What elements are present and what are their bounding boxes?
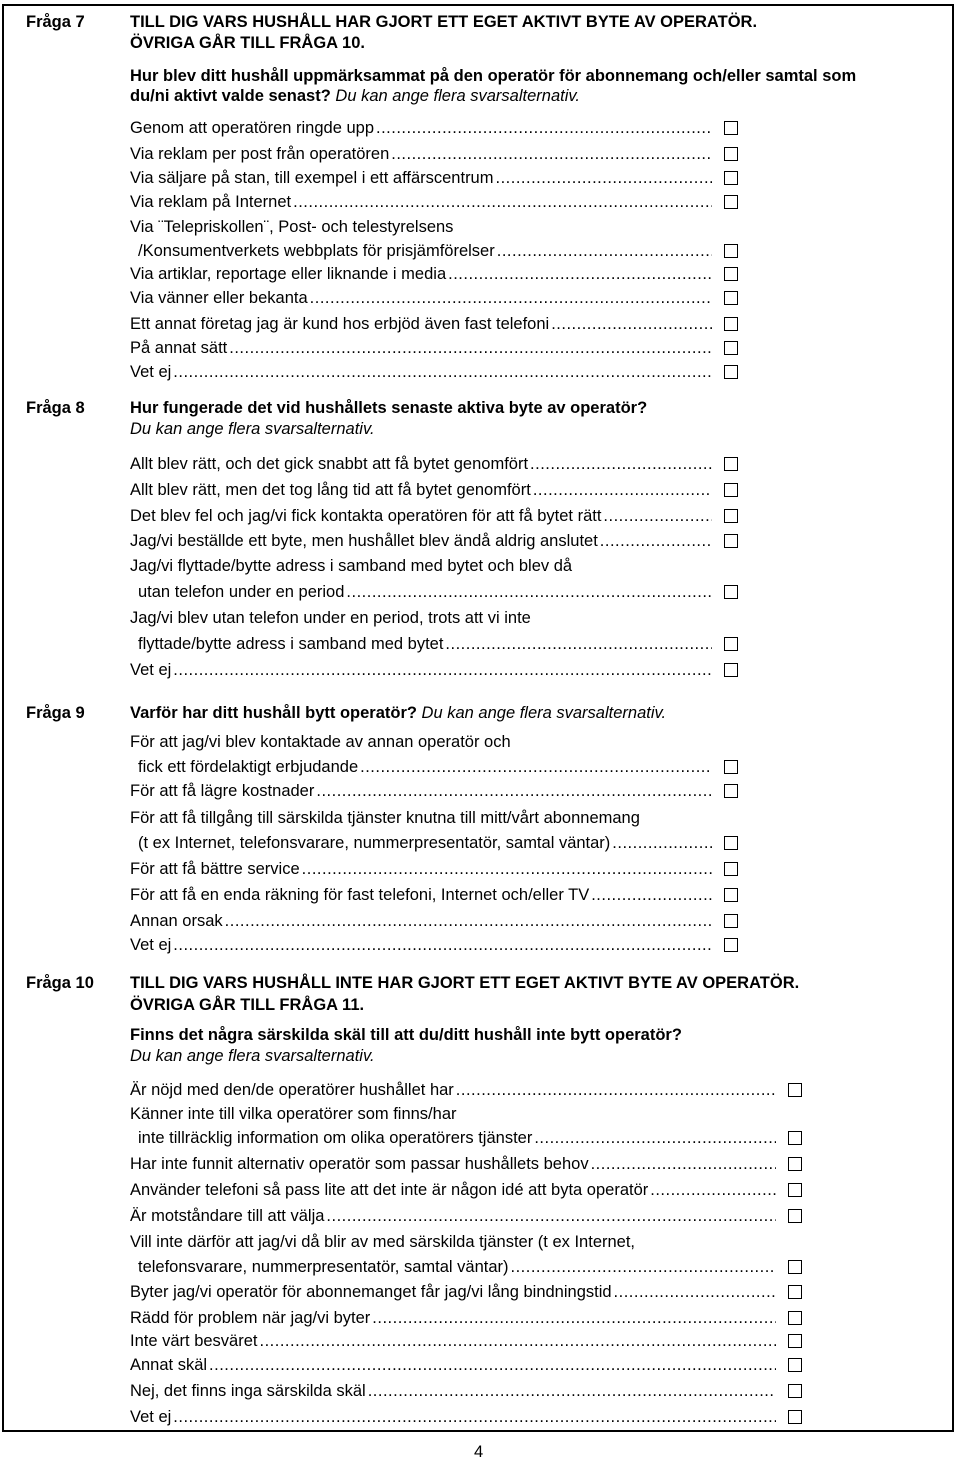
q7-option-6: Via artiklar, reportage eller liknande i media ..... [130, 263, 738, 285]
q10-option-2: inte tillräcklig information om olika operatörers tjänster ..... [138, 1127, 802, 1149]
q7-question-line-2: du/ni aktivt valde senast? Du kan ange flera svarsalternativ. [130, 87, 580, 105]
q7-header-line-2: ÖVRIGA GÅR TILL FRÅGA 10. [130, 34, 365, 52]
q10-option-7: Byter jag/vi operatör för abonnemanget får jag/vi lång bindningstid ..... [130, 1281, 802, 1303]
q9-option-5: För att få en enda räkning för fast telefoni, Internet och/eller TV ..... [130, 884, 738, 906]
q9-option-2: För att få lägre kostnader ..... [130, 780, 738, 802]
checkbox[interactable] [724, 291, 738, 305]
q10-option-5: Är motståndare till att välja ..... [130, 1205, 802, 1227]
q10-option-6-line-1: Vill inte därför att jag/vi då blir av med särskilda tjänster (t ex Internet, [130, 1233, 636, 1251]
checkbox[interactable] [724, 914, 738, 928]
q9-option-1: fick ett fördelaktigt erbjudande ..... [138, 756, 738, 778]
q7-header-line-1: TILL DIG VARS HUSHÅLL HAR GJORT ETT EGET AKTIVT BYTE AV OPERATÖR. [130, 13, 758, 31]
checkbox[interactable] [724, 121, 738, 135]
checkbox[interactable] [724, 341, 738, 355]
q8-option-2: Allt blev rätt, men det tog lång tid att få bytet genomfört ..... [130, 479, 738, 501]
checkbox[interactable] [724, 534, 738, 548]
q8-option-3: Det blev fel och jag/vi fick kontakta operatören för att få bytet rätt ..... [130, 505, 738, 527]
q10-option-10: Annat skäl ..... [130, 1354, 802, 1376]
q9-question: Varför har ditt hushåll bytt operatör? Du kan ange flera svarsalternativ. [130, 704, 667, 722]
q10-question: Finns det några särskilda skäl till att du/ditt hushåll inte bytt operatör? [130, 1026, 682, 1044]
page-number: 4 [474, 1443, 484, 1461]
checkbox[interactable] [788, 1334, 802, 1348]
question-label-7: Fråga 7 [26, 13, 85, 31]
q7-option-1: Genom att operatören ringde upp ..... [130, 117, 738, 139]
q9-option-1-line-1: För att jag/vi blev kontaktade av annan operatör och [130, 733, 511, 751]
checkbox[interactable] [724, 457, 738, 471]
q8-option-5: utan telefon under en period ..... [138, 581, 738, 603]
checkbox[interactable] [788, 1083, 802, 1097]
checkbox[interactable] [724, 483, 738, 497]
q10-option-2-line-1: Känner inte till vilka operatörer som finns/har [130, 1105, 457, 1123]
checkbox[interactable] [724, 195, 738, 209]
checkbox[interactable] [724, 317, 738, 331]
checkbox[interactable] [788, 1157, 802, 1171]
q9-option-3-line-1: För att få tillgång till särskilda tjänster knutna till mitt/vårt abonnemang [130, 809, 640, 827]
q7-option-3: Via säljare på stan, till exempel i ett affärscentrum ..... [130, 167, 738, 189]
checkbox[interactable] [724, 147, 738, 161]
checkbox[interactable] [788, 1410, 802, 1424]
q8-option-1: Allt blev rätt, och det gick snabbt att få bytet genomfört ..... [130, 453, 738, 475]
q10-option-3: Har inte funnit alternativ operatör som passar hushållets behov ..... [130, 1153, 802, 1175]
checkbox[interactable] [724, 938, 738, 952]
checkbox[interactable] [724, 836, 738, 850]
q7-option-8: Ett annat företag jag är kund hos erbjöd även fast telefoni ..... [130, 313, 738, 335]
checkbox[interactable] [788, 1131, 802, 1145]
q9-option-6: Annan orsak ..... [130, 910, 738, 932]
checkbox[interactable] [724, 509, 738, 523]
checkbox[interactable] [788, 1311, 802, 1325]
q10-header-line-1: TILL DIG VARS HUSHÅLL INTE HAR GJORT ETT EGET AKTIVT BYTE AV OPERATÖR. [130, 974, 800, 992]
q10-option-8: Rädd för problem när jag/vi byter ..... [130, 1307, 802, 1329]
q9-option-4: För att få bättre service ..... [130, 858, 738, 880]
q8-option-6-line-1: Jag/vi blev utan telefon under en period, trots att vi inte [130, 609, 531, 627]
checkbox[interactable] [724, 663, 738, 677]
q8-instruction: Du kan ange flera svarsalternativ. [130, 420, 375, 438]
checkbox[interactable] [724, 365, 738, 379]
checkbox[interactable] [724, 784, 738, 798]
question-label-10: Fråga 10 [26, 974, 94, 992]
checkbox[interactable] [788, 1183, 802, 1197]
q8-option-6: flyttade/bytte adress i samband med bytet ..... [138, 633, 738, 655]
checkbox[interactable] [788, 1358, 802, 1372]
q8-option-4: Jag/vi beställde ett byte, men hushållet blev ändå aldrig anslutet ..... [130, 530, 738, 552]
checkbox[interactable] [788, 1285, 802, 1299]
q7-question-line-1: Hur blev ditt hushåll uppmärksammat på den operatör för abonnemang och/eller samtal som [130, 67, 857, 85]
q9-option-3: (t ex Internet, telefonsvarare, nummerpresentatör, samtal väntar) ..... [138, 832, 738, 854]
q7-instruction: Du kan ange flera svarsalternativ. [335, 87, 580, 105]
q7-option-10: Vet ej ..... [130, 361, 738, 383]
q8-option-5-line-1: Jag/vi flyttade/bytte adress i samband med bytet och blev då [130, 557, 573, 575]
q10-option-9: Inte värt besväret ..... [130, 1330, 802, 1352]
checkbox[interactable] [724, 888, 738, 902]
q8-question: Hur fungerade det vid hushållets senaste aktiva byte av operatör? [130, 399, 648, 417]
checkbox[interactable] [724, 862, 738, 876]
q8-option-7: Vet ej ..... [130, 659, 738, 681]
q10-instruction: Du kan ange flera svarsalternativ. [130, 1047, 375, 1065]
q7-option-5-line-1: Via ¨Telepriskollen¨, Post- och telestyrelsens [130, 218, 454, 236]
q9-instruction: Du kan ange flera svarsalternativ. [421, 704, 667, 722]
q10-header-line-2: ÖVRIGA GÅR TILL FRÅGA 11. [130, 996, 365, 1014]
checkbox[interactable] [724, 760, 738, 774]
q10-option-4: Använder telefoni så pass lite att det inte är någon idé att byta operatör ..... [130, 1179, 802, 1201]
q7-option-4: Via reklam på Internet ..... [130, 191, 738, 213]
checkbox[interactable] [724, 171, 738, 185]
q7-option-9: På annat sätt ..... [130, 337, 738, 359]
q9-option-7: Vet ej ..... [130, 934, 738, 956]
checkbox[interactable] [724, 585, 738, 599]
checkbox[interactable] [724, 244, 738, 258]
question-label-9: Fråga 9 [26, 704, 85, 722]
q7-option-7: Via vänner eller bekanta ..... [130, 287, 738, 309]
question-label-8: Fråga 8 [26, 399, 85, 417]
checkbox[interactable] [788, 1209, 802, 1223]
checkbox[interactable] [788, 1384, 802, 1398]
q7-option-2: Via reklam per post från operatören ..... [130, 143, 738, 165]
q10-option-11: Nej, det finns inga särskilda skäl ..... [130, 1380, 802, 1402]
checkbox[interactable] [788, 1260, 802, 1274]
checkbox[interactable] [724, 637, 738, 651]
checkbox[interactable] [724, 267, 738, 281]
q10-option-6: telefonsvarare, nummerpresentatör, samtal väntar) ..... [138, 1256, 802, 1278]
q10-option-1: Är nöjd med den/de operatörer hushållet har ..... [130, 1079, 802, 1101]
q10-option-12: Vet ej ..... [130, 1406, 802, 1428]
q7-option-5: /Konsumentverkets webbplats för prisjämförelser ..... [138, 240, 738, 262]
